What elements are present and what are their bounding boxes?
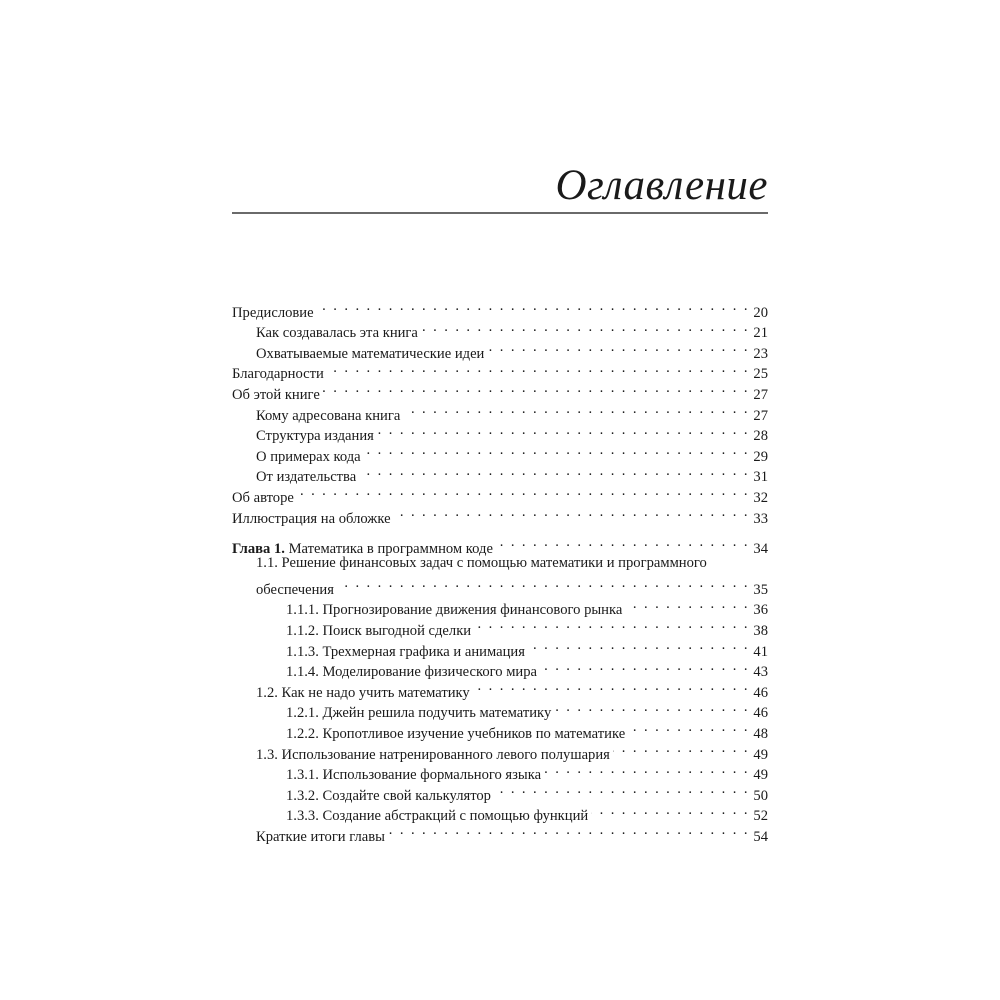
toc-page-number: 36 [753, 602, 768, 619]
toc-entry[interactable] [232, 697, 768, 722]
toc-entry-title: 1.3. Использование натренированного левого полушария [256, 746, 610, 763]
dot-leader [359, 461, 749, 482]
toc-entry-title: Структура издания [256, 428, 374, 445]
toc-page-number: 48 [753, 725, 768, 742]
toc-entry-acknowledgements[interactable] [232, 358, 768, 383]
toc-entry-title: 1.3.2. Создайте свой калькулятор [286, 787, 491, 804]
toc-entry-title: 1.1.2. Поиск выгодной сделки [286, 623, 472, 639]
toc-page-number: 41 [753, 643, 768, 660]
toc-entry[interactable] [232, 800, 768, 825]
toc-page-number: 25 [753, 366, 768, 383]
toc-page-number: 23 [753, 345, 768, 362]
dot-leader [394, 502, 750, 523]
toc-page-number: 50 [753, 787, 768, 804]
toc-page-number: 35 [753, 581, 768, 598]
title-divider [232, 212, 768, 214]
toc-entry-title: 1.1.1. Прогнозирование движения финансового рынка [286, 602, 623, 619]
dot-leader [474, 614, 749, 635]
toc-entry[interactable] [232, 420, 768, 445]
toc-entry-chapter-1[interactable] [232, 532, 768, 557]
toc-page-number: 46 [753, 705, 768, 722]
page-title: Оглавление [555, 162, 768, 209]
toc-entry[interactable] [232, 399, 768, 424]
toc-entry-title: От издательства [256, 469, 357, 486]
dot-leader [528, 635, 750, 656]
dot-leader [327, 358, 750, 379]
dot-leader [323, 378, 750, 399]
toc-entry-line-1[interactable] [232, 553, 768, 574]
toc-entry-about-author[interactable] [232, 481, 768, 506]
dot-leader [487, 337, 749, 358]
toc-entry-title: 1.2.1. Джейн решила подучить математику [286, 705, 552, 722]
toc-entry[interactable] [232, 614, 768, 639]
toc-entry-title: 1.1. Решение финансовых задач с помощью математики и программного [256, 554, 707, 571]
toc-entry[interactable] [232, 656, 768, 681]
toc-page-number: 27 [753, 407, 768, 424]
dot-leader [317, 296, 750, 317]
chapter-title: Математика в программном коде [288, 540, 493, 557]
dot-leader [473, 676, 750, 697]
toc-entry-title: 1.1.4. Моделирование физического мира [286, 664, 538, 681]
toc-page-number: 33 [753, 510, 768, 527]
toc-entry-title: 1.1.3. Трехмерная графика и анимация [286, 643, 525, 660]
toc-page-number: 38 [753, 623, 768, 639]
toc-entry-title: Об этой книге [232, 386, 320, 403]
dot-leader [591, 800, 749, 821]
toc-entry-title: 1.2.2. Кропотливое изучение учебников по математике [286, 725, 626, 742]
toc-entry[interactable] [232, 461, 768, 486]
toc-page-number: 46 [753, 684, 768, 701]
toc-entry-title: 1.3.3. Создание абстракций с помощью функций [286, 808, 589, 825]
toc-page-number: 43 [753, 664, 768, 681]
toc-entry[interactable] [232, 635, 768, 660]
dot-leader [421, 317, 750, 338]
toc-page-number: 27 [753, 386, 768, 403]
toc-page-number: 28 [753, 428, 768, 445]
dot-leader [364, 440, 750, 461]
dot-leader [494, 779, 749, 800]
toc-entry-title: Предисловие [232, 304, 314, 321]
toc-entry-title: Кому адресована книга [256, 407, 401, 424]
toc-page-number: 31 [753, 469, 768, 486]
toc-entry[interactable] [232, 317, 768, 342]
chapter-label: Глава 1. [232, 540, 285, 557]
toc-entry-title: Охватываемые математические идеи [256, 345, 485, 362]
dot-leader [544, 759, 749, 780]
toc-page-number: 52 [753, 808, 768, 825]
toc-entry-about-book[interactable] [232, 378, 768, 403]
dot-leader [554, 697, 749, 718]
toc-entry[interactable] [232, 759, 768, 784]
toc-entry-title: 1.2. Как не надо учить математику [256, 684, 470, 701]
toc-entry[interactable] [232, 440, 768, 465]
toc-page-number: 32 [753, 489, 768, 506]
dot-leader [625, 594, 749, 615]
toc-entry[interactable] [232, 676, 768, 701]
toc-entry[interactable] [232, 337, 768, 362]
toc-page-number: 21 [753, 325, 768, 342]
toc-page-number: 54 [753, 828, 768, 845]
dot-leader [297, 481, 750, 502]
toc-entry-title: Благодарности [232, 366, 324, 383]
toc-page-number: 20 [753, 304, 768, 321]
toc-entry-title: Иллюстрация на обложке [232, 510, 391, 527]
toc-entry[interactable] [232, 717, 768, 742]
toc-entry-title: 1.3.1. Использование формального языка [286, 767, 542, 784]
toc-page-number: 49 [753, 767, 768, 784]
dot-leader [540, 656, 749, 677]
toc-entry-preface[interactable] [232, 296, 768, 321]
table-of-contents [232, 296, 768, 845]
toc-page-number: 29 [753, 448, 768, 465]
toc-entry-title: Об авторе [232, 489, 294, 506]
toc-page-number: 49 [753, 746, 768, 763]
toc-page-number: 34 [753, 540, 768, 557]
toc-entry[interactable] [232, 594, 768, 619]
dot-leader [628, 717, 749, 738]
toc-entry[interactable] [232, 779, 768, 804]
dot-leader [403, 399, 749, 420]
dot-leader [377, 420, 750, 441]
toc-entry-chapter-summary[interactable] [232, 820, 768, 845]
toc-entry[interactable] [232, 573, 768, 598]
toc-entry-title: Как создавалась эта книга [256, 325, 418, 342]
toc-entry-title: Краткие итоги главы [256, 828, 385, 845]
toc-entry[interactable] [232, 738, 768, 763]
toc-entry-cover-illustration[interactable] [232, 502, 768, 527]
dot-leader [388, 820, 749, 841]
toc-entry-title-continued: обеспечения [256, 581, 334, 598]
dot-leader [613, 738, 750, 759]
dot-leader [337, 573, 749, 594]
toc-entry-title: О примерах кода [256, 448, 361, 465]
dot-leader [496, 532, 749, 553]
